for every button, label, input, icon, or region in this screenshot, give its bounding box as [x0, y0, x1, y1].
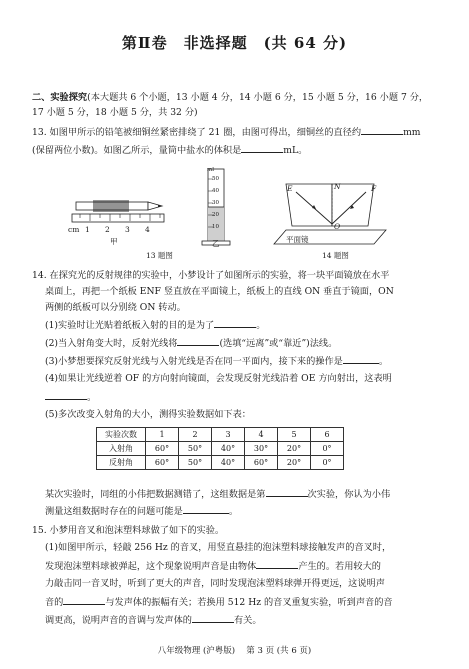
table-row-label: 反射角: [97, 456, 146, 470]
q15-line5-text: 音的: [45, 597, 64, 608]
q14-blank-5[interactable]: [266, 486, 308, 497]
q13-text-1a: 13. 如图甲所示的铅笔被细铜丝紧密排绕了 21 圈，由图可得出，细铜丝的直径约: [32, 127, 362, 138]
table-cell: 30°: [245, 442, 278, 456]
section-desc-2: 17 小题 5 分，18 小题 5 分，共 32 分): [32, 107, 198, 118]
table-cell: 20°: [278, 442, 311, 456]
q14-sub3-end: 。: [378, 356, 389, 367]
pencil-ruler-figure: [70, 190, 170, 250]
table-cell: 20°: [278, 456, 311, 470]
q15-line4: 力敲击同一音叉时，听到了更大的声音，同时发现泡沫塑料球弹开得更远，这说明声: [45, 578, 385, 589]
q15-line3-text: 发现泡沫塑料球被弹起，这个现象说明声音是由物体: [45, 561, 257, 572]
q14-sub4: (4)如果让光线逆着 OF 的方向射向镜面，会发现反射光线沿着 OE 方向射出，这表明: [45, 373, 392, 384]
q15-blank-3[interactable]: [192, 612, 234, 623]
q14-blank-1[interactable]: [214, 317, 256, 328]
q15-line2: (1)如图甲所示，轻敲 256 Hz 的音叉，用竖直悬挂的泡沫塑料球接触发声的音叉时，: [45, 542, 392, 553]
table-cell: 5: [278, 428, 311, 442]
q15-blank-2[interactable]: [63, 594, 105, 605]
table-cell: 0°: [311, 442, 344, 456]
table-cell: 60°: [146, 456, 179, 470]
ruler-tick-2: 2: [105, 225, 110, 234]
q14-line1: 14. 在探究光的反射规律的实验中，小梦设计了如图所示的实验，将一块平面镜放在水平: [32, 270, 390, 281]
cylinder-tick-40: 40: [212, 188, 219, 194]
mirror-text: 平面镜: [286, 235, 309, 244]
q14-sub2-text: (2)当入射角变大时，反射光线将: [45, 338, 178, 349]
q14-sub3-text: (3)小梦想要探究反射光线与入射光线是否在同一平面内，接下来的操作是: [45, 356, 343, 367]
q14-blank-2[interactable]: [177, 335, 219, 346]
section-label: 二、实验探究: [32, 92, 88, 103]
table-cell: 60°: [146, 442, 179, 456]
figure-label-yi: 乙: [212, 239, 220, 248]
q13-line2: [32, 142, 307, 158]
q14-blank-6[interactable]: [183, 503, 229, 514]
table-row-label: 实验次数: [97, 428, 146, 442]
q14-sub4-cont: [45, 389, 96, 405]
table-cell: 1: [146, 428, 179, 442]
q13-text-2b: mL。: [283, 145, 308, 156]
table-row-label: 入射角: [97, 442, 146, 456]
ruler-tick-4: 4: [145, 225, 150, 234]
cylinder-unit: ml: [207, 167, 214, 173]
q14-sub5: (5)多次改变入射角的大小，测得实验数据如下表：: [45, 409, 251, 420]
q14-sub1-text: (1)实验时让光贴着纸板入射的目的是为了: [45, 320, 215, 331]
q14-after1-text: 某次实验时，同组的小伟把数据测错了，这组数据是第: [45, 489, 266, 500]
q14-sub1: [45, 317, 265, 333]
cylinder-tick-10: 10: [212, 224, 219, 230]
q14-line3: 两侧的纸板可以分别绕 ON 转动。: [45, 302, 186, 313]
ruler-tick-1: 1: [85, 225, 90, 234]
table-row: [97, 428, 344, 442]
cylinder-tick-20: 20: [212, 212, 219, 218]
mirror-label-f: F: [371, 184, 377, 193]
q15-line6-text: 调更高，说明声音的音调与发声体的: [45, 615, 192, 626]
table-cell: 4: [245, 428, 278, 442]
section-header: [32, 90, 428, 105]
q15-line5-end: 与发声体的振幅有关；若换用 512 Hz 的音叉重复实验，听到声音的音: [105, 597, 393, 608]
table-cell: 50°: [179, 456, 212, 470]
table-cell: 0°: [311, 456, 344, 470]
q15-line3: [45, 558, 381, 574]
cylinder-tick-50: 50: [212, 176, 219, 182]
q14-after2-end: 。: [228, 506, 238, 517]
q15-line6-end: 有关。: [234, 615, 262, 626]
mirror-label-o: O: [334, 222, 341, 231]
q15-line6: [45, 612, 262, 628]
table-cell: 3: [212, 428, 245, 442]
q15-line1: 15. 小梦用音叉和泡沫塑料球做了如下的实验。: [32, 525, 225, 536]
page-footer: 八年级物理 (沪粤版) 第 3 页 (共 6 页): [157, 646, 312, 656]
q14-sub3: [45, 353, 388, 369]
q15-line3-end: 产生的。若用较大的: [298, 561, 381, 572]
mirror-label-e: E: [287, 184, 293, 193]
q14-sub1-end: 。: [256, 320, 266, 331]
figure-label-jia: 甲: [110, 237, 118, 246]
q14-after1: [45, 486, 390, 502]
ruler-unit: cm: [68, 225, 80, 234]
figure-caption-14: 14 题图: [322, 251, 349, 260]
ruler-tick-3: 3: [125, 225, 130, 234]
table-cell: 2: [179, 428, 212, 442]
q15-blank-1[interactable]: [256, 558, 298, 569]
table-cell: 50°: [179, 442, 212, 456]
q14-line2: 桌面上，再把一个纸板 ENF 竖直放在平面镜上，纸板上的直线 ON 垂直于镜面，ON: [45, 286, 394, 297]
data-table: [96, 427, 344, 470]
q13-text-2a: (保留两位小数)。如图乙所示，量筒中盐水的体积是: [32, 145, 242, 156]
mirror-label-n: N: [334, 182, 341, 191]
q14-after2: [45, 503, 238, 519]
table-cell: 40°: [212, 442, 245, 456]
q15-line5: [45, 594, 393, 610]
page-title: 第Ⅱ卷 非选择题 (共 64 分): [121, 34, 348, 52]
q14-after2-text: 测量这组数据时存在的问题可能是: [45, 506, 183, 517]
q14-after1-end: 次实验，你认为小伟: [307, 489, 391, 500]
q13-line1: [32, 124, 421, 140]
q14-sub2-end: (选填“远离”或“靠近”)法线。: [219, 338, 338, 349]
table-row: [97, 442, 344, 456]
figure-caption-13: 13 题图: [146, 251, 173, 260]
table-cell: 60°: [245, 456, 278, 470]
table-row: [97, 456, 344, 470]
q13-text-1b: mm: [403, 127, 421, 138]
q14-blank-4[interactable]: [45, 389, 87, 400]
q13-blank-diameter[interactable]: [361, 124, 403, 135]
q14-sub2: [45, 335, 337, 351]
table-cell: 40°: [212, 456, 245, 470]
section-desc-1: (本大题共 6 个小题，13 小题 4 分，14 小题 6 分，15 小题 5 分，16 小题 7 分，: [87, 92, 429, 103]
q14-blank-3[interactable]: [343, 353, 379, 364]
cylinder-tick-30: 30: [212, 200, 219, 206]
q14-sub4-end: 。: [87, 392, 97, 403]
q13-blank-volume[interactable]: [241, 142, 283, 153]
table-cell: 6: [311, 428, 344, 442]
